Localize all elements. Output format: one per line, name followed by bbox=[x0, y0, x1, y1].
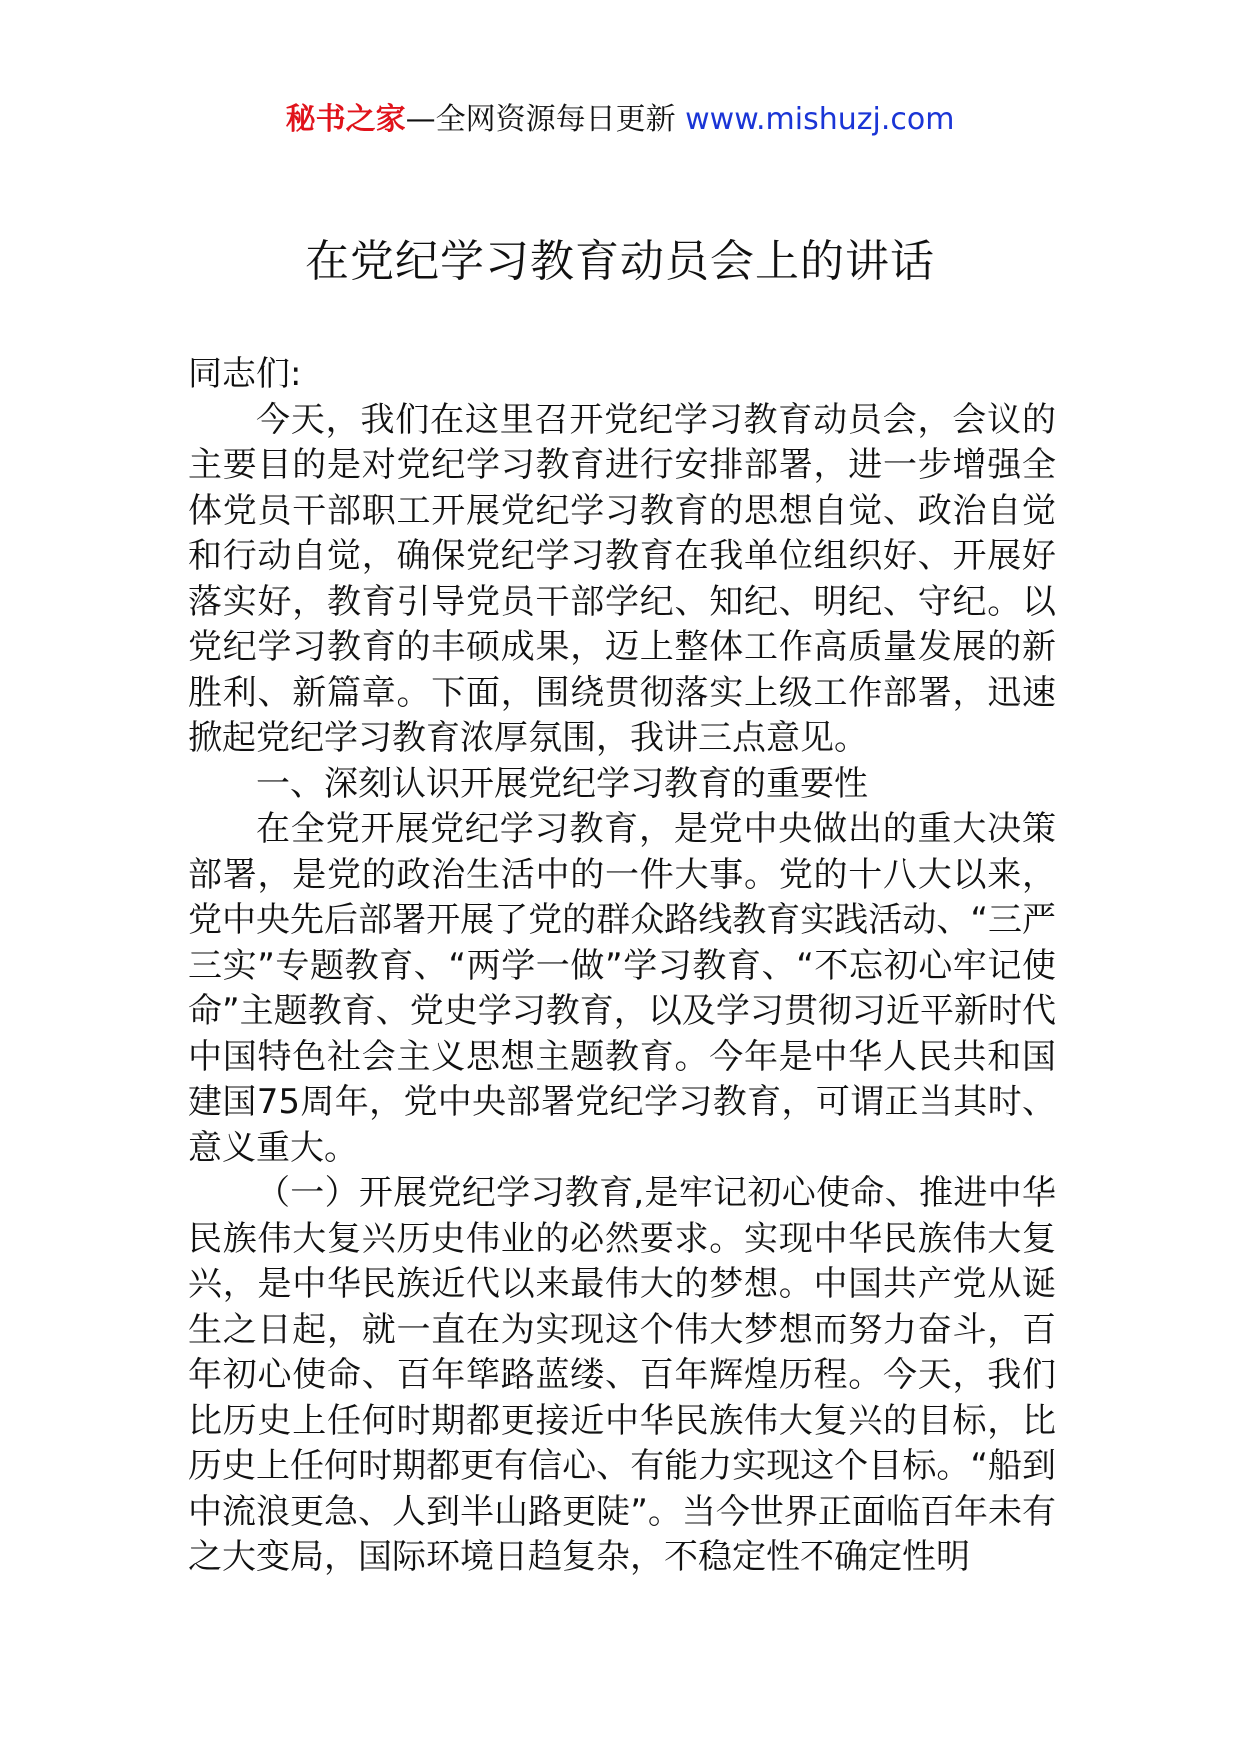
header-slogan: —全网资源每日更新 bbox=[405, 102, 686, 137]
site-header bbox=[0, 100, 1240, 140]
document-title: 在党纪学习教育动员会上的讲话 bbox=[305, 236, 935, 287]
section-heading-1: 一、深刻认识开展党纪学习教育的重要性 bbox=[256, 763, 868, 804]
brand-name: 秘书之家 bbox=[285, 102, 406, 137]
document-body bbox=[188, 352, 1056, 1581]
paragraph-section-1: 在全党开展党纪学习教育，是党中央做出的重大决策部署，是党的政治生活中的一件大事。党的十八大以来，党中央先后部署开展了党的群众路线教育实践活动、“三严三实”专题教育、“两学一做”学习教育、“不忘初心牢记使命”主题教育、党史学习教育，以及学习贯彻习近平新时代中国特色社会主义思想主题教育。今年是中华人民共和国建国75周年，党中央部署党纪学习教育，可谓正当其时、意义重大。 bbox=[188, 809, 1056, 1168]
paragraph-subsection-1: （一）开展党纪学习教育,是牢记初心使命、推进中华民族伟大复兴历史伟业的必然要求。实现中华民族伟大复兴，是中华民族近代以来最伟大的梦想。中国共产党从诞生之日起，就一直在为实现这个伟大梦想而努力奋斗，百年初心使命、百年筚路蓝缕、百年辉煌历程。今天，我们比历史上任何时期都更接近中华民族伟大复兴的目标，比历史上任何时期都更有信心、有能力实现这个目标。“船到中流浪更急、人到半山路更陡”。当今世界正面临百年未有之大变局，国际环境日趋复杂，不稳定性不确定性明 bbox=[188, 1173, 1056, 1577]
site-url-link[interactable]: www.mishuzj.com bbox=[685, 102, 955, 137]
paragraph-intro: 今天，我们在这里召开党纪学习教育动员会，会议的主要目的是对党纪学习教育进行安排部署，进一步增强全体党员干部职工开展党纪学习教育的思想自觉、政治自觉和行动自觉，确保党纪学习教育在我单位组织好、开展好落实好，教育引导党员干部学纪、知纪、明纪、守纪。以党纪学习教育的丰硕成果，迈上整体工作高质量发展的新胜利、新篇章。下面，围绕贯彻落实上级工作部署，迅速掀起党纪学习教育浓厚氛围，我讲三点意见。 bbox=[188, 399, 1056, 758]
salutation: 同志们: bbox=[188, 354, 302, 394]
